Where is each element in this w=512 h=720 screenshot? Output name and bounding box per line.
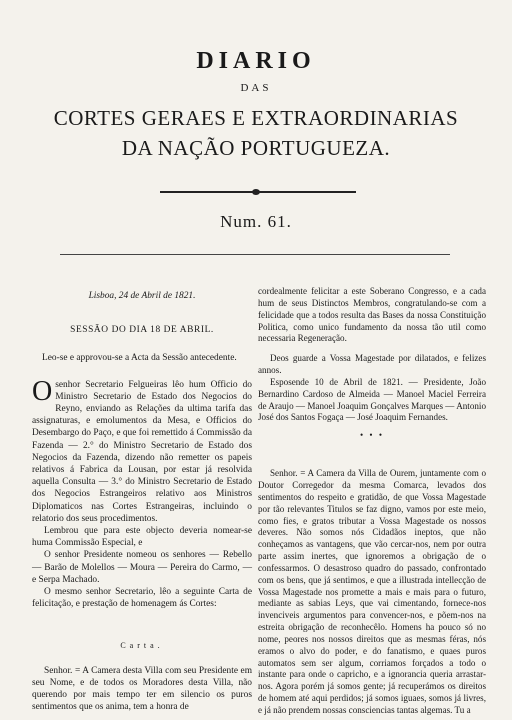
paragraph-secretary (32, 375, 252, 525)
paragraph-blessing: Deos guarde a Vossa Magestade por dilatados, e felizes annos. (258, 353, 486, 376)
paragraph-ourem: Senhor. = A Camera da Villa de Ourem, juntamente com o Doutor Corregedor da mesma Comarca, levados dos sentimentos do respeito e gratidão, de que Vossa Magestade por tão relevantes Titulos se faz digno, vamos por este meio, como fies, e gratos tributar a Vossa Magestade os nossos deveres. Não somos nós Cidadãos ineptos, que não conheçamos as vantagens, que vão cercar-nos, nem por outra parte assim inertes, que ignoremos a obrigação de o confessarmos. O desastroso quadro do passado, confrontado com os bens, que já sentimos, e que a illustrada intellecção de Vossa Magestade nos promette a mais e mais para o futuro, mediante as sabias Leys, que vai cimentando, fornece-nos invenciveis argumentos para convencer-nos, e põem-nos na estreita obrigação de reconhecêlo. Homens ha pouco só no nome, peores nos nossos direitos que as mesmas féras, nós eramos o alvo do poder, e do fanatismo, e quaes puros automatos sem ser algum, corriamos forçados a todo o instante para onde o capricho, e a ignorancia queria arrastar-nos. Agora porém já somos gente; já recuperámos os direitos de homem até aqui perdidos; já somos iguaes, somos já livres, e já não prendem nossas consciencias tantas algemas. Tu a (258, 468, 486, 715)
paragraph-letter-start: Senhor. = A Camera desta Villa com seu Presidente em seu Nome, e de todos os Moradores desta Villa, não querendo por mais tempo ter em silencio os puros sentimentos que os anima, tem a honra de (32, 665, 252, 713)
approval-note: Leo-se e approvou-se a Acta da Sessão antecedente. (42, 353, 237, 364)
drop-cap: O (32, 375, 53, 407)
paragraph-president: O senhor Presidente nomeou os senhores — Rebello — Barão de Molellos — Moura — Pereira do Carmo, — e Serpa Machado. (32, 550, 252, 585)
paragraph-secretary-text: senhor Secretario Felgueiras lêo hum Officio do Ministro Secretario de Estado dos Negocios do Reyno, enviando as Relações da ultima tarifa das assignaturas, e emolumentos da Mesa, e Officios do Desembargo do Paço, e que foi remettido á Commissão da Fazenda — 2.° do Ministro Secretario de Estado dos Negocios da Fazenda, dizendo não remetter os papeis relativos á Fabrica da Lousan, por estar já resolvida aquella Consulta — 3.° do Ministro Secretario de Estado dos Negocios Estrangeiros relativo aos Ministros Diplomaticos nas Cortes Estrangeiras, incluindo o relatorio dos seus procedimentos. (32, 379, 252, 524)
right-column (258, 286, 486, 717)
paragraph-letter-cont: cordealmente felicitar a este Soberano Congresso, e a cada hum de seus Distinctos Membros, congratulando-se com a felicidade que a todos resulta das Bases da nossa Constituição Politica, como unico fundamento da nossa tão util como necessaria Regeneração. (258, 286, 486, 344)
session-heading: SESSÃO DO DIA 18 DE ABRIL. (70, 325, 214, 336)
dateline: Lisboa, 24 de Abril de 1821. (88, 291, 196, 301)
section-separator: • • • (359, 430, 385, 441)
masthead-nacao: DA NAÇÃO PORTUGUEZA. (121, 136, 391, 160)
header-divider (60, 254, 450, 255)
paragraph-commission: Lembrou que para este objecto deveria nomear-se huma Commissão Especial, e (32, 526, 252, 549)
left-column (32, 290, 252, 713)
ornamental-rule (160, 191, 356, 193)
paragraph-signatures: Esposende 10 de Abril de 1821. — Presidente, João Bernardino Cardoso de Almeida — Manoel Maciel Ferreira de Araujo — Manoel Joaquim Gonçalves Marques — Antonio José dos Santos Fogaça — José Joaquim Fernandes. (258, 376, 486, 423)
letter-heading: Carta. (120, 641, 164, 651)
masthead-das: DAS (240, 82, 272, 94)
issue-number: Num. 61. (220, 212, 292, 231)
masthead-cortes: CORTES GERAES E EXTRAORDINARIAS (53, 106, 459, 130)
paragraph-letter-intro: O mesmo senhor Secretario, lêo a seguinte Carta de felicitação, e prestação de homenagem ás Cortes: (32, 587, 252, 610)
masthead-title: DIARIO (196, 48, 316, 74)
